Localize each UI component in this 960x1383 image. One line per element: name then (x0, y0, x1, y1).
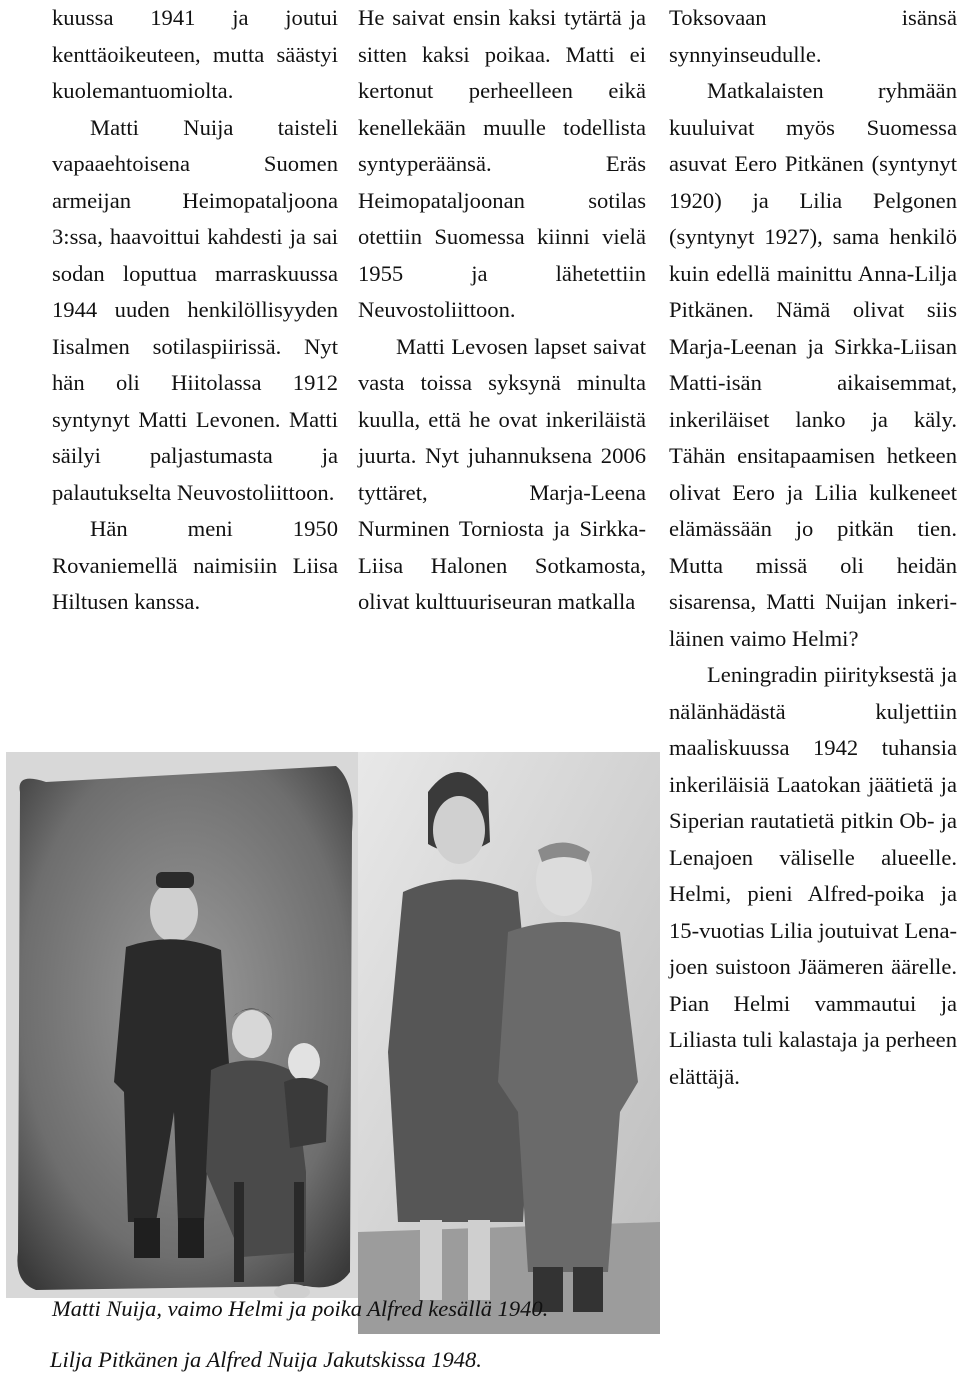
portrait-photo-1948 (358, 752, 660, 1334)
paragraph: Matti Levosen lapset saivat vasta toissa syksynä minulta kuulla, että he ovat inkeriläistä juurta. Nyt juhannuksena 2006 tyttäret, Marja-Leena Nurminen Torniosta ja Sirkka-Liisa Halonen Sotkamosta, olivat kulttuuriseuran matkalla (358, 333, 646, 614)
article-column-1 (52, 0, 338, 621)
paragraph: He saivat ensin kaksi tytärtä ja sitten kaksi poikaa. Matti ei kertonut perheelleen eikä kenellekään muulle todellista syntyperäänsä. Eräs Heimopataljoonan sotilas otettiin Suomessa kiinni vielä 1955 ja lähetettiin Neuvostoliittoon. (358, 5, 646, 322)
paragraph: Matti Nuija taisteli vapaaehtoisena Suomen armeijan Heimopataljoona 3:ssa, haavoittui kahdesti ja sai sodan loputtua marraskuussa 1944 uuden henkilöllisyyden Iisalmen sotilaspiirissä. Nyt hän oli Hiitolassa 1912 syntynyt Matti Levonen. Matti säilyi paljastumasta ja palautukselta Neuvostoliittoon. (52, 114, 338, 505)
paragraph: Hän meni 1950 Rovaniemellä naimisiin Liisa Hiltusen kanssa. (52, 516, 338, 614)
photo-caption-1: Matti Nuija, vaimo Helmi ja poika Alfred kesällä 1940. (52, 1296, 549, 1321)
paragraph: Matkalaisten ryhmään kuuluivat myös Suomessa asuvat Eero Pitkänen (syntynyt 1920) ja Lilia Pelgonen (syntynyt 1927), sama henkilö kuin edellä mainittu Anna-Lilja Pitkänen. Nämä olivat siis Marja-Leenan ja Sirkka-Liisan Matti-isän aikaisemmat, inkeriläiset lanko ja käly. Tähän ensitapaamisen hetkeen olivat Eero ja Lilia kulkeneet elämässään jo pitkän tien. Mutta missä oli heidän sisarensa, Matti Nuijan inkeri-läinen vaimo Helmi? (669, 78, 957, 651)
paragraph: Toksovaan isänsä synnyinseudulle. (669, 5, 957, 67)
article-column-2 (358, 0, 646, 621)
paragraph: kuussa 1941 ja joutui kenttäoikeuteen, mutta säästyi kuolemantuomiolta. (52, 5, 338, 103)
article-column-3 (669, 0, 957, 1095)
photo-caption-2: Lilja Pitkänen ja Alfred Nuija Jakutskissa 1948. (50, 1347, 482, 1372)
paragraph: Leningradin piirityksestä ja nälänhädästä kuljettiin maaliskuussa 1942 tuhansia inkeriläisiä Laatokan jäätietä ja Siperian rautatietä pitkin Ob- ja Lenajoen väliselle alueelle. Helmi, pieni Alfred-poika ja 15-vuotias Lilia joutuivat Lena-joen suistoon Jäämeren äärelle. Pian Helmi vammautui ja Liliasta tuli kalastaja ja perheen elättäjä. (669, 662, 957, 1089)
family-photo-1940 (6, 752, 358, 1298)
